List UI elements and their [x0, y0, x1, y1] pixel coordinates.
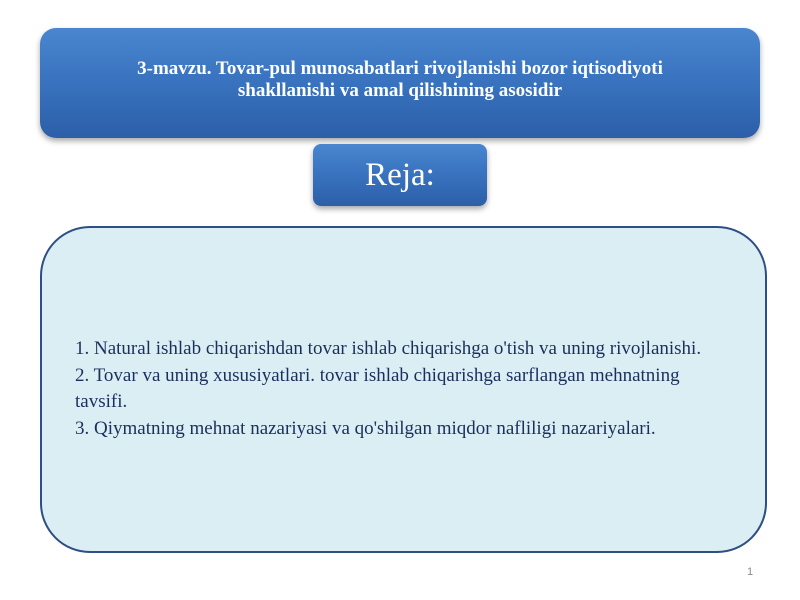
slide-title: 3-mavzu. Tovar-pul munosabatlari rivojlanishi bozor iqtisodiyoti shakllanishi va amal qilishining asosidir	[137, 58, 663, 101]
title-banner	[40, 28, 760, 138]
plan-item-1: 1. Natural ishlab chiqarishdan tovar ishlab chiqarishga o'tish va uning rivojlanishi.	[75, 338, 702, 359]
plan-item-2: 2. Tovar va uning xususiyatlari. tovar ishlab chiqarishga sarflangan mehnatning tavsifi.	[75, 364, 680, 412]
reja-label: Reja:	[365, 157, 435, 193]
page-number: 1	[746, 566, 754, 578]
plan-list	[75, 336, 715, 442]
plan-panel	[40, 226, 767, 553]
reja-banner	[313, 144, 487, 206]
plan-item-3: 3. Qiymatning mehnat nazariyasi va qo'shilgan miqdor nafliligi nazariyalari.	[75, 417, 656, 439]
